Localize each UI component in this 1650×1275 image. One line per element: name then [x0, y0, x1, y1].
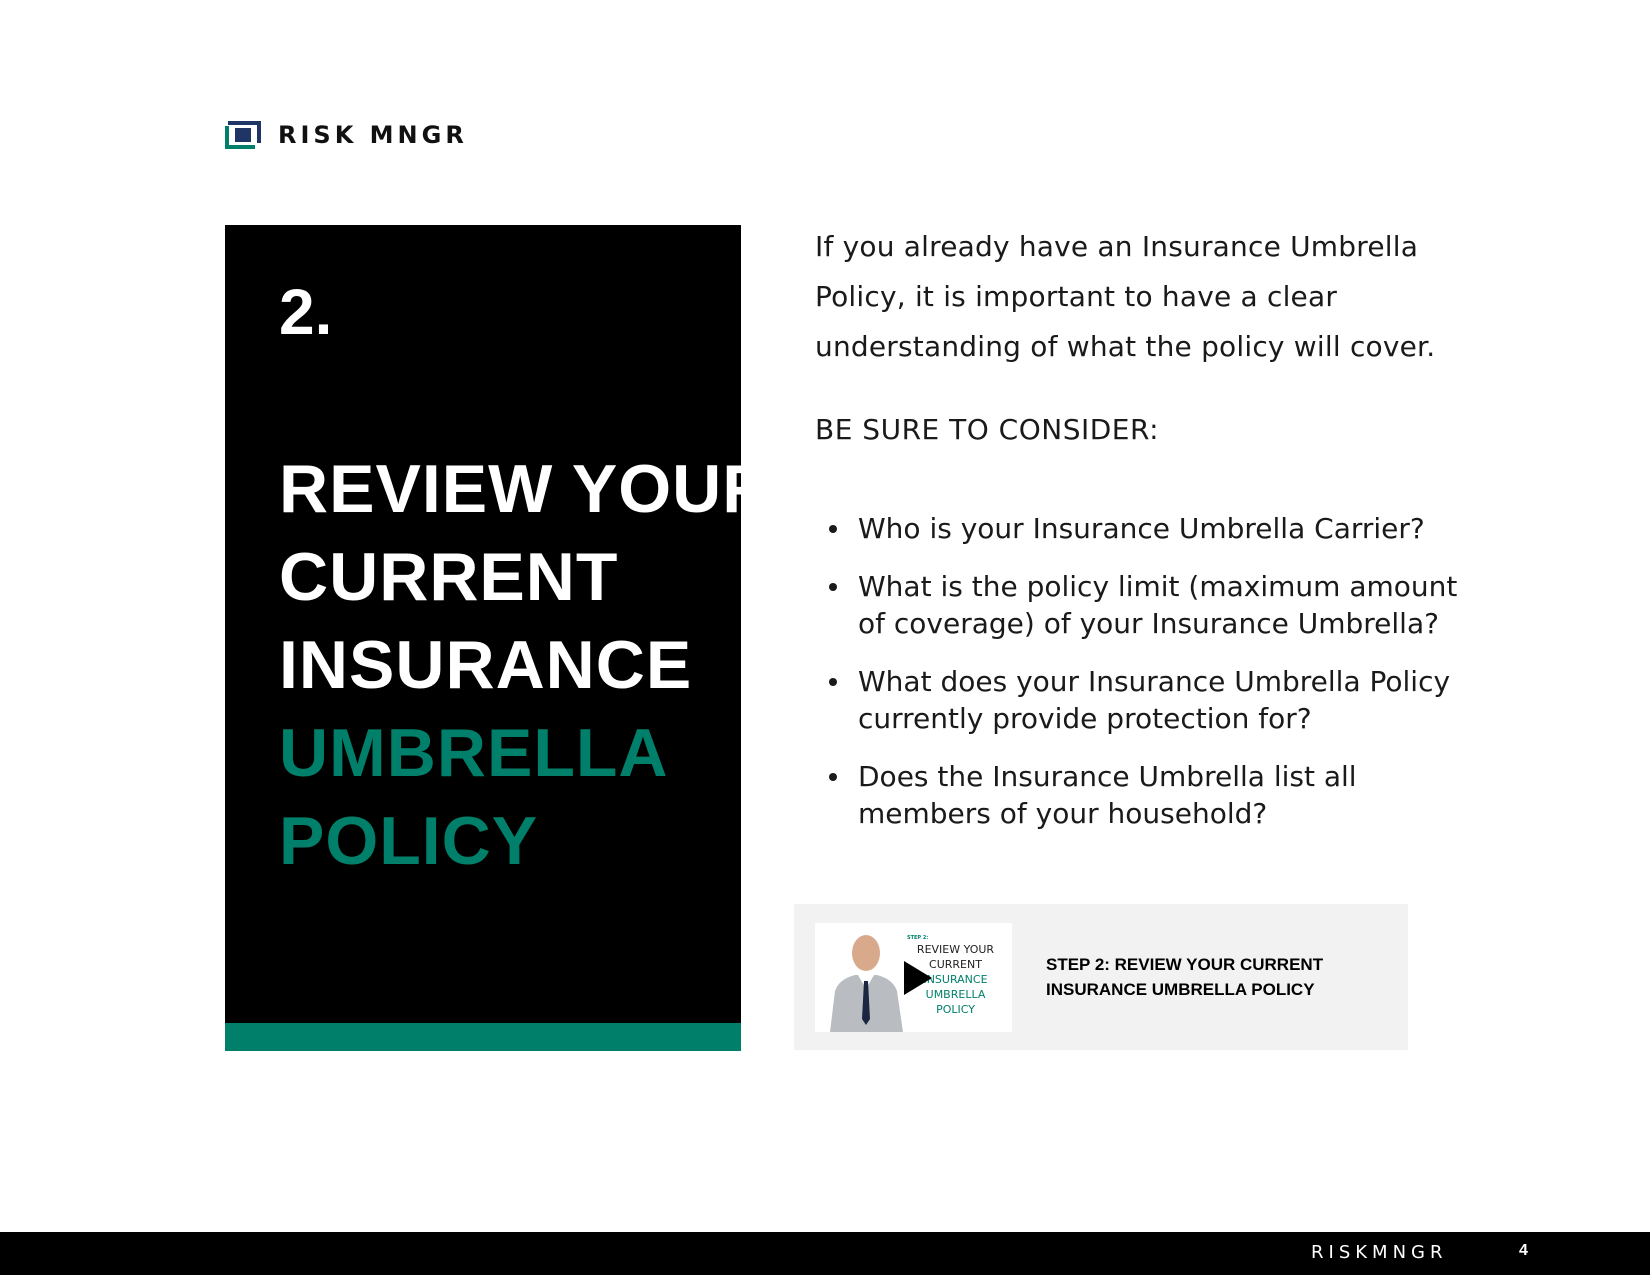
thumbnail-line: POLICY	[936, 1003, 975, 1016]
title-line: REVIEW YOUR	[279, 451, 773, 527]
footer-brand: RISKMNGR	[1311, 1242, 1448, 1263]
presenter-image-icon	[825, 929, 907, 1032]
brand-logo	[225, 120, 468, 150]
thumbnail-line: CURRENT	[929, 958, 982, 971]
thumbnail-line: REVIEW YOUR	[916, 943, 995, 956]
thumbnail-line: INSURANCE	[923, 973, 988, 986]
list-item	[815, 510, 1475, 547]
step-title	[279, 445, 773, 885]
step-title-panel	[225, 225, 773, 1051]
title-highlight-line: POLICY	[279, 803, 539, 879]
bullet-icon	[829, 583, 837, 591]
list-item-text: Who is your Insurance Umbrella Carrier?	[858, 512, 1425, 545]
list-item	[815, 568, 1475, 642]
bullet-icon	[829, 525, 837, 533]
page-number: 4	[1519, 1242, 1528, 1259]
panel-accent-bar	[225, 1023, 741, 1051]
title-highlight-line: UMBRELLA	[279, 715, 669, 791]
video-card[interactable]	[794, 904, 1408, 1050]
consider-heading: BE SURE TO CONSIDER:	[815, 413, 1160, 446]
footer-bar	[0, 1232, 1650, 1275]
list-item	[815, 663, 1475, 737]
title-line: CURRENT	[279, 539, 619, 615]
thumbnail-step: STEP 2:	[907, 935, 929, 941]
thumbnail-line: UMBRELLA	[925, 988, 986, 1001]
logo-text: RISK MNGR	[278, 121, 468, 149]
video-title-link[interactable]: STEP 2: REVIEW YOUR CURRENT INSURANCE UMBRELLA POLICY	[1046, 955, 1324, 999]
risk-mngr-logo-icon	[225, 121, 261, 149]
play-icon[interactable]	[904, 961, 932, 995]
bullet-icon	[829, 678, 837, 686]
title-line: INSURANCE	[279, 627, 693, 703]
list-item-text: Does the Insurance Umbrella list all members of your household?	[858, 760, 1357, 830]
list-item	[815, 758, 1475, 832]
list-item-text: What is the policy limit (maximum amount of coverage) of your Insurance Umbrella?	[858, 570, 1458, 640]
video-thumbnail[interactable]	[815, 923, 1012, 1032]
consider-list	[815, 510, 1475, 853]
bullet-icon	[829, 773, 837, 781]
list-item-text: What does your Insurance Umbrella Policy currently provide protection for?	[858, 665, 1451, 735]
intro-paragraph: If you already have an Insurance Umbrella Policy, it is important to have a clear understanding of what the policy will cover.	[815, 230, 1436, 363]
step-number: 2.	[279, 276, 333, 348]
